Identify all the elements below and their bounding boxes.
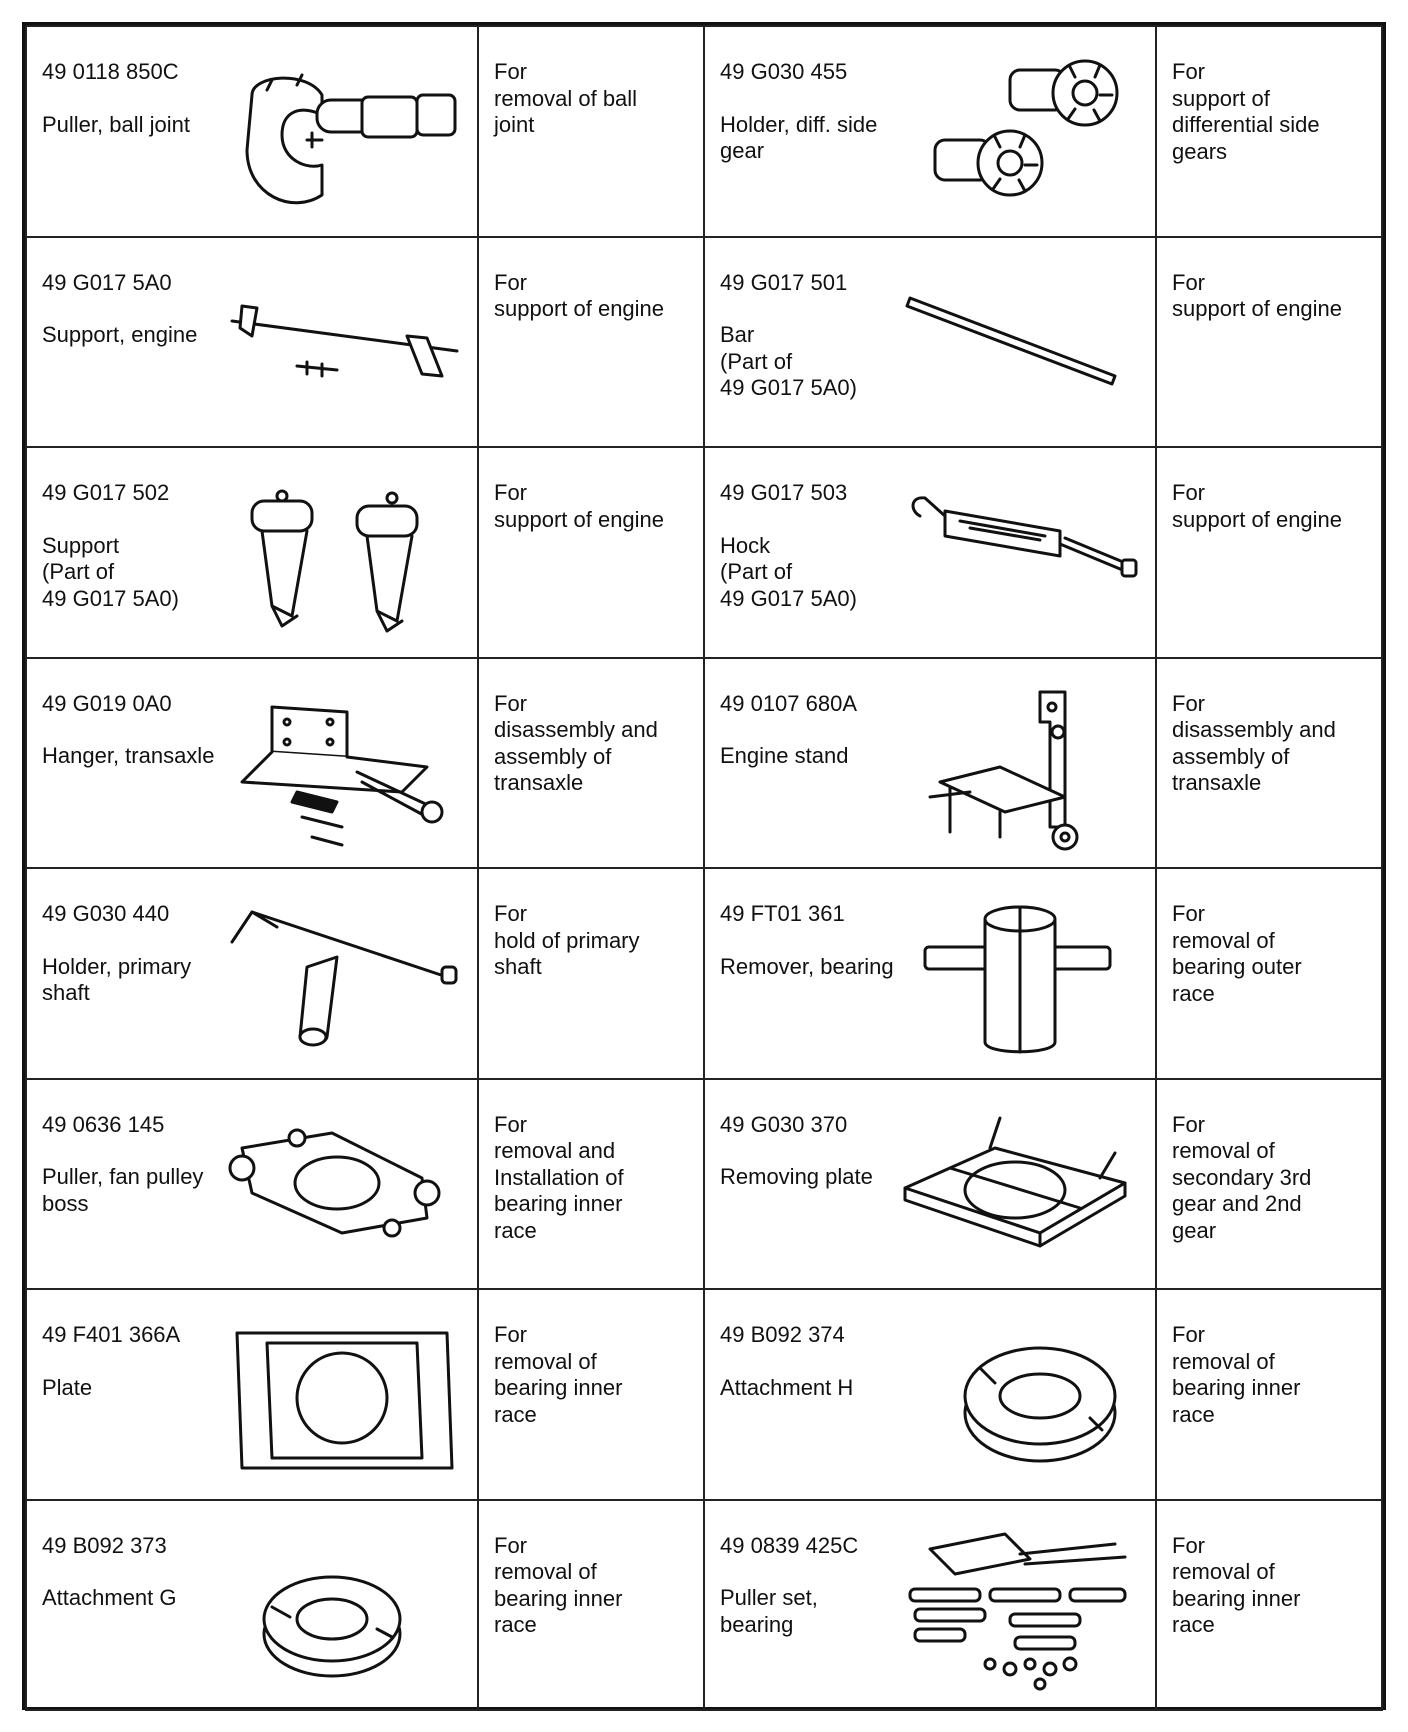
- tool-use-cell: [1156, 1289, 1382, 1500]
- tool-cell: [26, 1289, 478, 1500]
- tool-cell: [704, 1079, 1156, 1290]
- tool-use-cell: [1156, 658, 1382, 869]
- tool-text: [720, 1112, 895, 1191]
- part-number: 49 0118 850C: [42, 59, 179, 84]
- part-number: 49 G017 501: [720, 269, 848, 295]
- fan-pulley-puller-icon: [212, 1108, 467, 1273]
- table-row: [26, 1289, 1382, 1500]
- engine-stand-icon: [890, 687, 1145, 852]
- tool-name: Bar (Part of 49 G017 5A0): [720, 322, 857, 400]
- primary-shaft-holder-icon: [212, 897, 467, 1062]
- tool-use-text: For removal of bearing inner race: [494, 1532, 623, 1637]
- tool-name: Hock (Part of 49 G017 5A0): [720, 532, 857, 611]
- plate-icon: [212, 1318, 467, 1483]
- tool-text: [42, 691, 217, 770]
- tool-use-cell: [1156, 26, 1382, 237]
- removing-plate-icon: [890, 1108, 1145, 1273]
- part-number: 49 G019 0A0: [42, 690, 172, 716]
- table-row: [26, 658, 1382, 869]
- part-number: 49 G030 455: [720, 59, 848, 84]
- tool-cell: [26, 1079, 478, 1290]
- part-number: 49 FT01 361: [720, 901, 845, 926]
- part-number: 49 F401 366A: [42, 1322, 181, 1347]
- part-number: 49 G030 440: [42, 901, 170, 926]
- part-number: 49 G030 370: [720, 1111, 848, 1137]
- bar-icon: [890, 266, 1145, 431]
- tool-text: [42, 1533, 217, 1612]
- tool-use-text: For removal of bearing outer race: [1172, 901, 1302, 1006]
- tool-name: Hanger, transaxle: [42, 743, 215, 768]
- hook-icon: [890, 476, 1145, 641]
- part-number: 49 0636 145: [42, 1111, 165, 1137]
- tool-use-text: For disassembly and assembly of transaxle: [1172, 690, 1336, 795]
- part-number: 49 G017 502: [42, 480, 170, 505]
- tool-text: [720, 480, 895, 612]
- tool-cell: [704, 447, 1156, 658]
- table-row: [26, 1079, 1382, 1290]
- diff-side-gear-holder-icon: [890, 55, 1145, 220]
- tool-text: [720, 1322, 895, 1401]
- tool-use-text: For support of engine: [494, 269, 665, 321]
- tool-name: Remover, bearing: [720, 953, 894, 979]
- tool-text: [720, 59, 895, 165]
- tool-name: Support (Part of 49 G017 5A0): [42, 532, 179, 611]
- tool-use-cell: [478, 447, 704, 658]
- tool-use-cell: [1156, 868, 1382, 1079]
- tool-use-cell: [1156, 1079, 1382, 1290]
- tool-cell: [26, 26, 478, 237]
- tool-use-text: For support of engine: [1172, 480, 1343, 532]
- ball-joint-puller-icon: [212, 55, 467, 220]
- tool-use-text: For hold of primary shaft: [494, 901, 640, 979]
- part-number: 49 B092 374: [720, 1322, 845, 1347]
- tool-use-text: For support of engine: [1172, 269, 1343, 321]
- attachment-g-icon: [212, 1529, 467, 1694]
- tool-name: Support, engine: [42, 322, 198, 347]
- tool-use-text: For removal of bearing inner race: [494, 1322, 623, 1427]
- tool-use-cell: [478, 658, 704, 869]
- tool-name: Attachment G: [42, 1585, 177, 1610]
- tool-name: Puller, fan pulley boss: [42, 1164, 204, 1216]
- tool-cell: [26, 658, 478, 869]
- tool-name: Attachment H: [720, 1374, 854, 1400]
- tool-use-text: For support of differential side gears: [1172, 59, 1320, 164]
- tool-use-text: For removal and Installation of bearing inner race: [494, 1111, 624, 1243]
- tool-text: [720, 901, 895, 980]
- tool-text: [720, 1533, 895, 1639]
- part-number: 49 G017 5A0: [42, 269, 172, 295]
- tool-use-cell: [478, 1500, 704, 1711]
- tool-name: Holder, diff. side gear: [720, 111, 878, 163]
- tool-text: [42, 1112, 217, 1218]
- table-row: [26, 868, 1382, 1079]
- part-number: 49 0839 425C: [720, 1532, 859, 1558]
- tool-name: Puller, ball joint: [42, 111, 190, 137]
- tool-cell: [26, 447, 478, 658]
- tool-cell: [26, 237, 478, 448]
- table-row: [26, 447, 1382, 658]
- tool-name: Engine stand: [720, 743, 849, 768]
- support-bracket-icon: [212, 476, 467, 641]
- tool-use-cell: [478, 26, 704, 237]
- tool-use-cell: [478, 237, 704, 448]
- bearing-puller-set-icon: [890, 1529, 1145, 1694]
- tool-use-text: For removal of bearing inner race: [1172, 1532, 1301, 1637]
- part-number: 49 0107 680A: [720, 690, 858, 716]
- engine-support-icon: [212, 266, 467, 431]
- special-tools-table: [22, 22, 1386, 1710]
- tool-use-cell: [1156, 237, 1382, 448]
- tool-use-text: For disassembly and assembly of transaxle: [494, 690, 658, 795]
- tool-text: [42, 270, 217, 349]
- tool-cell: [704, 1289, 1156, 1500]
- tool-text: [42, 1322, 217, 1401]
- part-number: 49 G017 503: [720, 480, 848, 505]
- tool-cell: [704, 1500, 1156, 1711]
- tool-use-cell: [478, 1289, 704, 1500]
- table-row: [26, 237, 1382, 448]
- tool-text: [42, 59, 217, 138]
- part-number: 49 B092 373: [42, 1532, 167, 1558]
- tool-cell: [704, 868, 1156, 1079]
- tool-name: Plate: [42, 1374, 93, 1400]
- bearing-remover-icon: [890, 897, 1145, 1062]
- tool-name: Puller set, bearing: [720, 1585, 818, 1637]
- tool-cell: [704, 26, 1156, 237]
- tool-name: Holder, primary shaft: [42, 953, 192, 1005]
- tool-use-text: For removal of bearing inner race: [1172, 1322, 1301, 1427]
- tool-use-cell: [1156, 1500, 1382, 1711]
- tool-cell: [704, 658, 1156, 869]
- table-row: [26, 1500, 1382, 1711]
- tool-name: Removing plate: [720, 1164, 873, 1189]
- tool-use-text: For removal of ball joint: [494, 59, 638, 137]
- transaxle-hanger-icon: [212, 687, 467, 852]
- tool-use-text: For support of engine: [494, 480, 665, 532]
- tool-text: [42, 480, 217, 612]
- tool-use-cell: [478, 1079, 704, 1290]
- tool-cell: [26, 868, 478, 1079]
- tool-cell: [26, 1500, 478, 1711]
- tool-use-text: For removal of secondary 3rd gear and 2nd gear: [1172, 1111, 1312, 1243]
- tool-use-cell: [478, 868, 704, 1079]
- tool-text: [42, 901, 217, 1007]
- table-row: [26, 26, 1382, 237]
- tool-cell: [704, 237, 1156, 448]
- attachment-h-icon: [890, 1318, 1145, 1483]
- tool-text: [720, 270, 895, 402]
- tool-text: [720, 691, 895, 770]
- tool-use-cell: [1156, 447, 1382, 658]
